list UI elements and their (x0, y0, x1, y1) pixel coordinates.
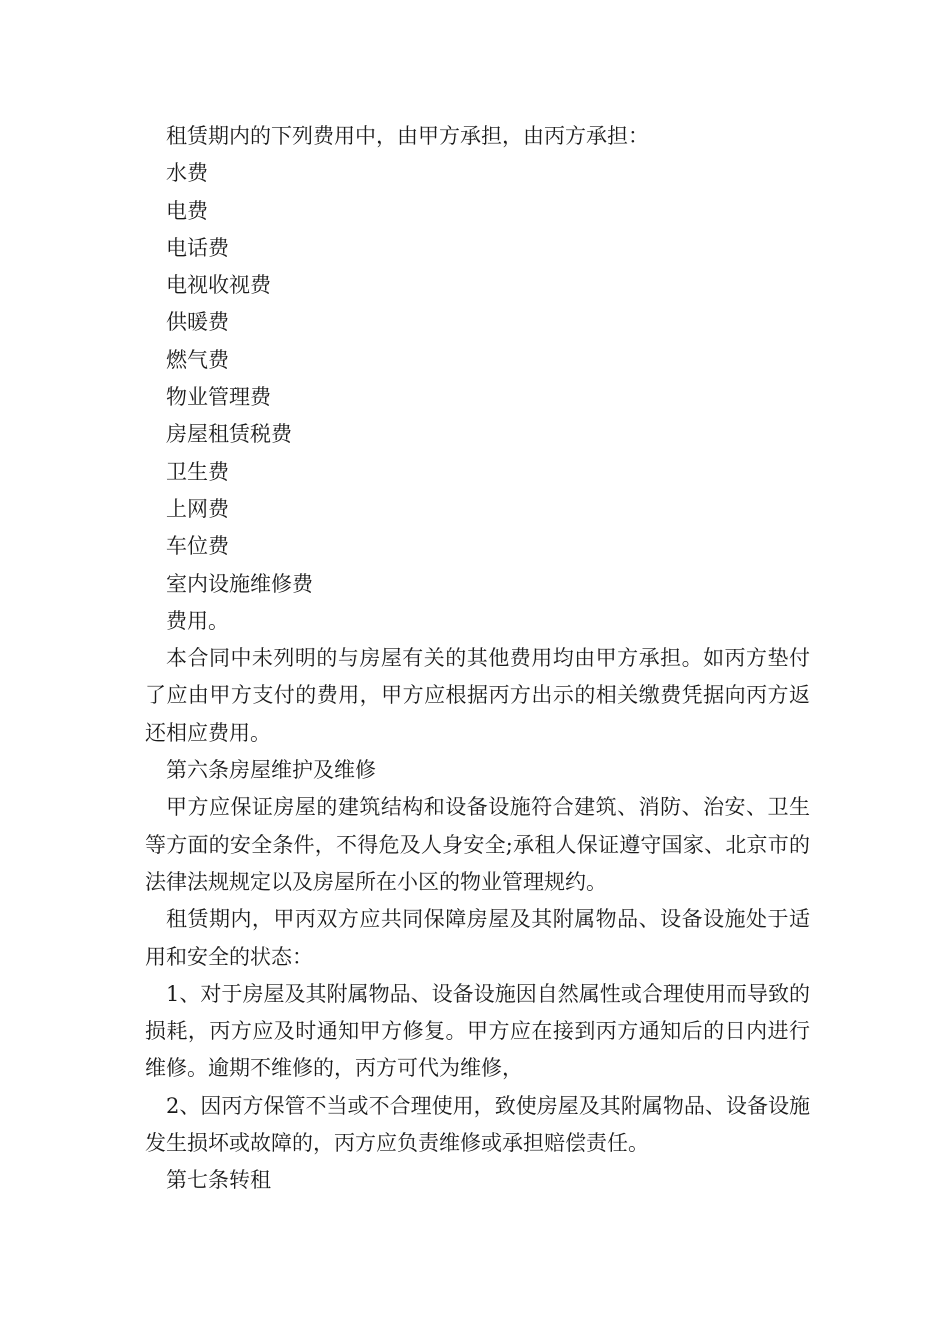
fee-item-gas: 燃气费 (166, 347, 229, 372)
fee-item-rental-tax: 房屋租赁税费 (166, 422, 292, 447)
fee-item-property-management: 物业管理费 (166, 385, 271, 410)
fee-item-internet: 上网费 (166, 496, 229, 521)
fees-intro: 租赁期内的下列费用中，由甲方承担，由丙方承担： (166, 124, 649, 148)
fee-item-sanitation: 卫生费 (166, 459, 229, 484)
document-body (145, 118, 810, 1200)
heading-article-6: 第六条房屋维护及维修 (166, 758, 376, 783)
fee-item-heating: 供暖费 (166, 310, 229, 335)
fee-item-water: 水费 (166, 161, 208, 186)
fee-item-other: 费用。 (166, 608, 229, 633)
fee-item-telephone: 电话费 (166, 235, 229, 260)
paragraph-other-fees: 本合同中未列明的与房屋有关的其他费用均由甲方承担。如丙方垫付了应由甲方支付的费用，甲方应根据丙方出示的相关缴费凭据向丙方返还相应费用。 (145, 646, 810, 745)
paragraph-item-2: 2、因丙方保管不当或不合理使用，致使房屋及其附属物品、设备设施发生损坏或故障的，丙方应负责维修或承担赔偿责任。 (145, 1093, 810, 1156)
heading-article-7: 第七条转租 (166, 1168, 271, 1193)
fee-item-tv: 电视收视费 (166, 273, 271, 298)
fee-item-electricity: 电费 (166, 198, 208, 223)
fee-item-parking: 车位费 (166, 534, 229, 559)
paragraph-safety: 甲方应保证房屋的建筑结构和设备设施符合建筑、消防、治安、卫生等方面的安全条件，不得危及人身安全;承租人保证遵守国家、北京市的法律法规规定以及房屋所在小区的物业管理规约。 (145, 795, 810, 894)
paragraph-item-1: 1、对于房屋及其附属物品、设备设施因自然属性或合理使用而导致的损耗，丙方应及时通知甲方修复。甲方应在接到丙方通知后的日内进行维修。逾期不维修的，丙方可代为维修， (145, 981, 810, 1081)
paragraph-lease-period: 租赁期内，甲丙双方应共同保障房屋及其附属物品、设备设施处于适用和安全的状态： (145, 907, 810, 969)
fee-item-indoor-repair: 室内设施维修费 (166, 571, 313, 596)
